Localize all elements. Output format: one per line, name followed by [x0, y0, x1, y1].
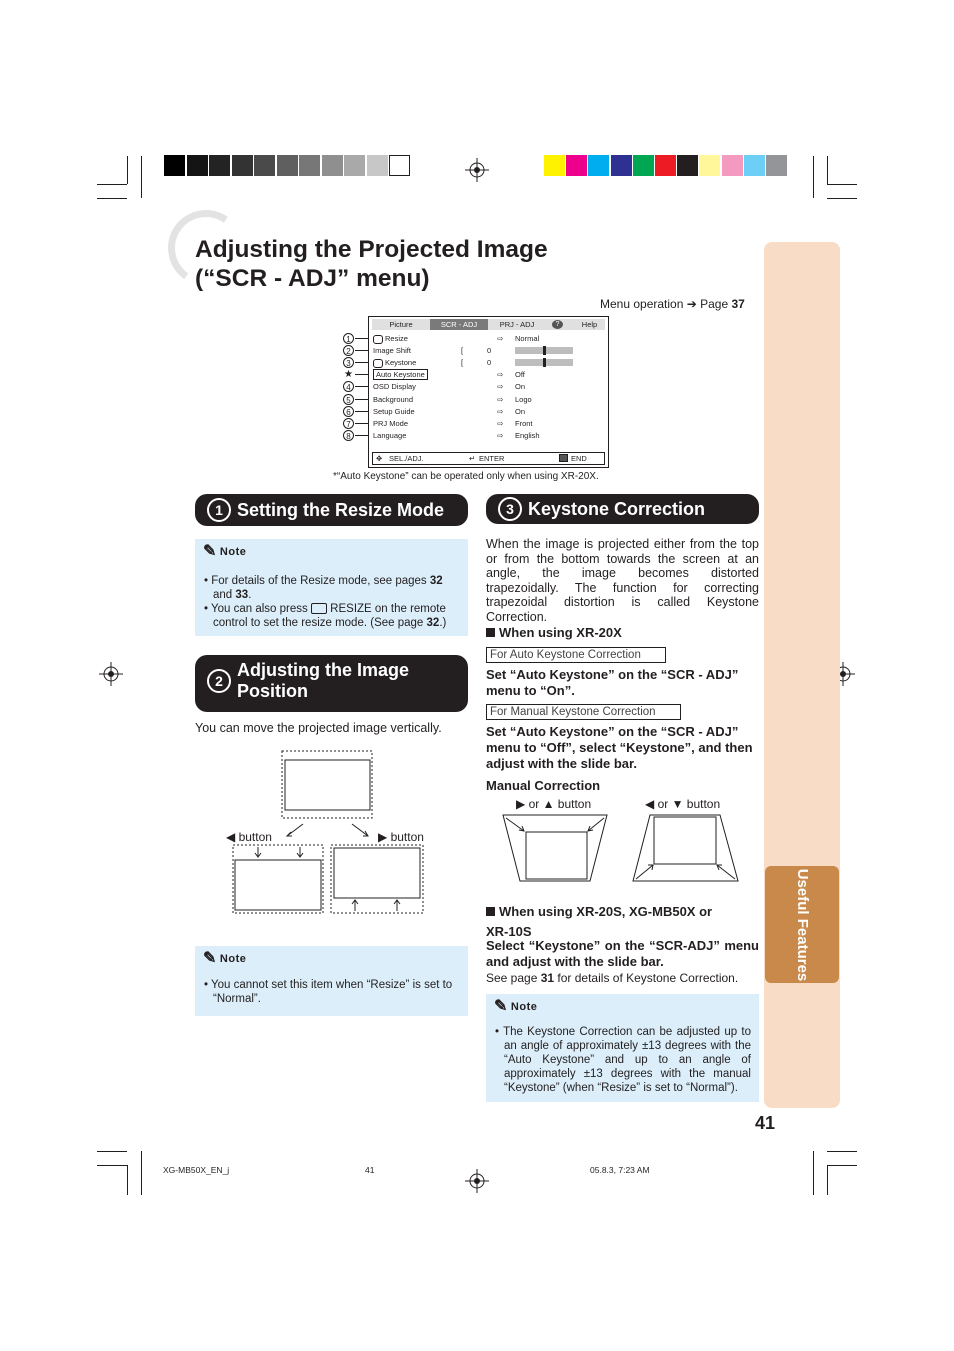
section-1-heading: 1 Setting the Resize Mode: [195, 494, 468, 526]
note-item: • You can also press RESIZE on the remote control to set the resize mode. (See page 32.): [204, 603, 447, 629]
menu-callout: 8: [343, 430, 354, 441]
pencil-icon: ✎: [494, 998, 508, 1015]
section-3-intro: When the image is projected either from the top or from the bottom towards the screen at an angle, the image becomes distorted trapezoidally. The function for correcting trapezoidal distortion is called Keystone Correction.: [486, 537, 759, 624]
callout-line: [355, 411, 369, 412]
square-bullet-icon: [486, 907, 495, 916]
menu-item-label: PRJ Mode: [373, 418, 409, 428]
registration-mark-bottom: [465, 1169, 489, 1193]
note-item: • The Keystone Correction can be adjusted up to an angle of approximately ±13 degrees with the “Auto Keystone” and up to an angle of approximately ±13 degrees with the manual “Keystone” (when “Resize” is set to “Normal”).: [495, 1026, 751, 1094]
page-title: Adjusting the Projected Image (“SCR - ADJ” menu): [195, 236, 548, 292]
menu-item: [373, 394, 413, 405]
arrow-right-icon: ⇨: [497, 394, 504, 404]
scr-adj-menu-screenshot: [368, 316, 609, 468]
pencil-icon: ✎: [203, 950, 217, 967]
arrow-right-icon: ⇨: [497, 406, 504, 416]
menu-item: [373, 357, 416, 368]
callout-line: [355, 338, 369, 339]
menu-item: [373, 333, 408, 344]
menu-tab-scr-adj: SCR - ADJ: [430, 319, 488, 330]
menu-item: [373, 418, 408, 429]
menu-item-label: Keystone: [385, 358, 417, 368]
enter-icon: ↵: [469, 454, 476, 463]
menu-callout: 1: [343, 333, 354, 344]
menu-item-value: [497, 430, 540, 441]
menu-value-text: English: [515, 430, 540, 440]
arrow-right-icon: ⇨: [497, 430, 504, 440]
color-swatch: [744, 155, 765, 176]
section-3-number: 3: [498, 497, 522, 521]
menu-item-label: Resize: [385, 334, 408, 343]
menu-tab-prj-adj: PRJ - ADJ: [499, 320, 535, 329]
menu-tab-bar: [372, 319, 605, 330]
menu-value-text: Logo: [515, 394, 532, 404]
end-icon: [559, 454, 568, 462]
callout-line: [355, 435, 369, 436]
menu-item-value: [497, 369, 525, 380]
gray-swatch: [367, 155, 388, 176]
callout-line: [355, 374, 369, 375]
down-button-label: ◀ or ▼ button: [645, 797, 721, 811]
callout-line: [355, 423, 369, 424]
auto-keystone-box: For Auto Keystone Correction: [486, 647, 666, 663]
gray-swatch: [277, 155, 298, 176]
left-button-label: ◀ button: [226, 830, 272, 844]
gray-swatch: [299, 155, 320, 176]
color-swatch: [611, 155, 632, 176]
side-tab-useful-features: [765, 866, 839, 983]
menu-tab-picture: Picture: [389, 320, 413, 329]
pencil-icon: ✎: [203, 543, 217, 560]
menu-callout: 7: [343, 418, 354, 429]
menu-item: [373, 369, 428, 380]
color-swatch: [722, 155, 743, 176]
callout-line: [355, 362, 369, 363]
gray-swatch: [322, 155, 343, 176]
menu-callout: 2: [343, 345, 354, 356]
arrow-right-icon: ⇨: [497, 418, 504, 428]
menu-item: [373, 406, 415, 417]
menu-footer: [372, 452, 605, 465]
section-3-heading: 3 Keystone Correction: [486, 494, 759, 524]
slider-knob: [543, 346, 546, 355]
color-swatch: [633, 155, 654, 176]
color-swatch: [677, 155, 698, 176]
note-item: • You cannot set this item when “Resize” is set to “Normal”.: [204, 979, 453, 1005]
menu-item: [373, 430, 406, 441]
side-tab-label: Useful Features: [794, 868, 811, 981]
menu-footer-end: END: [571, 454, 587, 463]
section-3-note: [486, 994, 759, 1102]
up-button-label: ▶ or ▲ button: [516, 797, 592, 811]
menu-value-text: On: [515, 382, 526, 392]
gray-swatch: [187, 155, 208, 176]
section-2-heading: 2 Adjusting the Image Position: [195, 655, 468, 712]
keystone-correction-diagram: [500, 812, 745, 884]
menu-item-value: [497, 418, 533, 429]
page-number: 41: [755, 1113, 776, 1133]
move-arrows-icon: ✥: [376, 454, 383, 463]
color-swatch: [766, 155, 787, 176]
footer-filename: XG-MB50X_EN_j: [163, 1165, 230, 1175]
gray-swatch: [164, 155, 185, 176]
note-item: • For details of the Resize mode, see pages 32 and 33.: [204, 575, 443, 601]
callout-line: [355, 350, 369, 351]
see-page-reference: See page 31 for details of Keystone Correction.: [486, 971, 739, 985]
registration-mark-top: [465, 158, 489, 182]
keystone-icon: [373, 359, 383, 368]
manual-keystone-instruction: Set “Auto Keystone” on the “SCR - ADJ” menu to “Off”, select “Keystone”, and then adjust with the slide bar.: [486, 724, 753, 771]
menu-callout: ★: [344, 369, 353, 381]
gray-swatch: [389, 155, 410, 176]
resize-button-icon: [311, 603, 327, 614]
section-1-number: 1: [207, 498, 231, 522]
color-swatch: [544, 155, 565, 176]
auto-keystone-instruction: Set “Auto Keystone” on the “SCR - ADJ” menu to “On”.: [486, 667, 739, 698]
color-swatch: [566, 155, 587, 176]
arrow-right-icon: ⇨: [497, 370, 504, 380]
menu-callout: 6: [343, 406, 354, 417]
arrow-right-icon: ⇨: [497, 334, 504, 343]
section-1-note: [195, 539, 468, 636]
color-swatch: [655, 155, 676, 176]
arrow-right-icon: ⇨: [497, 382, 504, 392]
slider-bracket: [: [461, 358, 464, 368]
menu-item-label: Language: [373, 430, 407, 440]
menu-item-value: [497, 406, 526, 417]
footer-date: 05.8.3, 7:23 AM: [590, 1165, 650, 1175]
menu-value-text: On: [515, 406, 526, 416]
auto-keystone-footnote: *“Auto Keystone” can be operated only when using XR-20X.: [333, 471, 599, 482]
manual-correction-heading: Manual Correction: [486, 778, 601, 793]
section-2-note: [195, 946, 468, 1016]
section-2-intro: You can move the projected image vertically.: [195, 721, 442, 735]
menu-item-value: [497, 333, 540, 344]
menu-item-label: Auto Keystone: [373, 369, 428, 380]
slider-bracket: [: [461, 346, 464, 356]
square-bullet-icon: [486, 628, 495, 637]
slider-knob: [543, 358, 546, 367]
other-models-subheading: When using XR-20S, XG-MB50X or XR-10S: [486, 904, 713, 939]
menu-item-label: OSD Display: [373, 382, 416, 392]
xr20x-subheading: When using XR-20X: [486, 626, 622, 641]
note-label: Note: [219, 546, 247, 558]
note-label: Note: [219, 953, 247, 965]
menu-item-value: [497, 394, 532, 405]
menu-callout: 5: [343, 394, 354, 405]
menu-value-text: Normal: [515, 334, 540, 343]
menu-item: [373, 345, 411, 356]
color-swatch: [699, 155, 720, 176]
manual-keystone-box: For Manual Keystone Correction: [486, 704, 681, 720]
slider-value: 0: [487, 358, 492, 368]
resize-icon: [373, 335, 383, 344]
menu-footer-enter: ENTER: [479, 454, 505, 463]
menu-callout: 3: [343, 357, 354, 368]
gray-swatch: [232, 155, 253, 176]
slider-value: 0: [487, 346, 492, 356]
menu-item-label: Background: [373, 394, 414, 404]
menu-callout: 4: [343, 381, 354, 392]
menu-footer-sel: SEL./ADJ.: [389, 454, 424, 463]
right-button-label: ▶ button: [378, 830, 424, 844]
gray-swatch: [209, 155, 230, 176]
color-swatch: [588, 155, 609, 176]
menu-tab-help: Help: [581, 320, 598, 329]
registration-mark-left: [99, 662, 123, 686]
callout-line: [355, 399, 369, 400]
gray-swatch: [254, 155, 275, 176]
menu-value-text: Off: [515, 370, 525, 380]
gray-swatch: [344, 155, 365, 176]
note-label: Note: [510, 1001, 538, 1013]
footer-page: 41: [365, 1165, 375, 1175]
menu-item-label: Setup Guide: [373, 406, 415, 416]
menu-item-label: Image Shift: [373, 346, 411, 356]
menu-item-value: [497, 381, 526, 392]
menu-item: [373, 381, 416, 392]
help-icon: ?: [552, 320, 563, 329]
section-2-number: 2: [207, 669, 231, 693]
other-models-instruction: Select “Keystone” on the “SCR-ADJ” menu and adjust with the slide bar.: [486, 938, 759, 969]
callout-line: [355, 386, 369, 387]
menu-value-text: Front: [515, 418, 533, 428]
menu-operation-ref: Menu operation ➔ Page 37: [600, 297, 745, 311]
